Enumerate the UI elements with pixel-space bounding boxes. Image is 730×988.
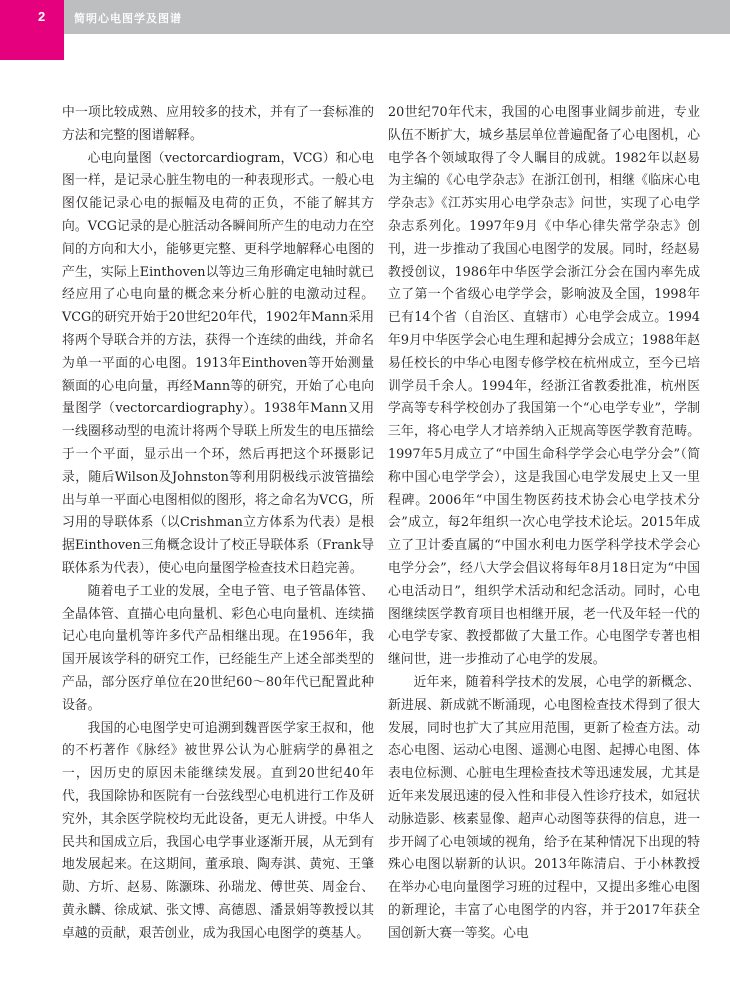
paragraph: 我国的心电图学史可追溯到魏晋医学家王叔和，他的不朽著作《脉经》被世界公认为心脏病学的鼻祖之一，因历史的原因未能继续发展。直到20世纪40年代，我国除协和医院有一台弦线型心电机进行工作及研究外，其余医学院校均无此设备，更无人讲授。中华人民共和国成立后，我国心电学事业逐渐开展，从无到有地发展起来。在这期间，董承琅、陶寿淇、黄宛、王肇勋、方圻、赵易、陈灏珠、孙瑞龙、傅世英、周金台、黄永麟、徐成斌、张文博、高德恩、潘景娟等教授以其卓越的贡献，艰苦创业，成为我国心电图学的奠基人。 xyxy=(62,720,374,941)
paragraph: 心电向量图（vectorcardiogram，VCG）和心电图一样，是记录心脏生物电的一种表现形式。一般心电图仅能记录心电的振幅及电荷的正负，不能了解其方向。VCG记录的是心脏活动各瞬间所产生的电动力在空间的方向和大小，能够更完整、更科学地解释心电图的产生，实际上Einthoven以等边三角形确定电轴时就已经应用了心电向量的概念来分析心脏的电激动过程。VCG的研究开始于20世纪20年代，1902年Mann采用将两个导联合并的方法，获得一个连续的曲线，并命名为单一平面的心电图。1913年Einthoven等开始测量额面的心电向量，再经Mann等的研究，开始了心电向量图学（vectorcardiography）。1938年Mann又用一线圈移动型的电流计将两个导联上所发生的电压描绘于一个平面，显示出一个环，然后再把这个环摄影记录，随后Wilson及Johnston等利用阴极线示波管描绘出与单一平面心电图相似的图形，将之命名为VCG，所习用的导联体系（以Crishman立方体系为代表）是根据Einthoven三角概念设计了校正导联体系（Frank导联体系为代表），使心电向量图学检查技术日趋完善。 xyxy=(62,150,374,576)
page-number: 2 xyxy=(38,9,46,24)
paragraph: 随着电子工业的发展，全电子管、电子管晶体管、全晶体管、直描心电向量机、彩色心电向量机、连续描记心电向量机等许多代产品相继出现。在1956年，我国开展该学科的研究工作，已经能生产上述全部类型的产品，部分医疗单位在20世纪60～80年代已配置此种设备。 xyxy=(62,583,374,713)
running-head-title: 简明心电图学及图谱 xyxy=(74,12,182,25)
text-column-right xyxy=(388,102,700,945)
page-number-tab xyxy=(0,0,64,60)
paragraph: 20世纪70年代末，我国的心电图事业阔步前进，专业队伍不断扩大，城乡基层单位普遍配备了心电图机，心电学各个领域取得了令人瞩目的成就。1982年以赵易为主编的《心电学杂志》在浙江创刊，相继《临床心电学杂志》《江苏实用心电学杂志》问世，实现了心电学杂志系列化。1997年9月《中华心律失常学杂志》创刊，进一步推动了我国心电图学的发展。同时，经赵易教授创议，1986年中华医学会浙江分会在国内率先成立了第一个省级心电学学会，影响波及全国，1998年已有14个省（自治区、直辖市）心电学会成立。1994年9月中华医学会心电生理和起搏分会成立；1988年赵易任校长的中华心电图专修学校在杭州成立，至今已培训学员千余人。1994年，经浙江省教委批准，杭州医学高等专科学校创办了我国第一个“心电学专业”，学制三年，将心电学人才培养纳入正规高等医学教育范畴。1997年5月成立了“中国生命科学学会心电学分会”（简称中国心电学学会），这是我国心电学发展史上又一里程碑。2006年“中国生物医药技术协会心电学技术分会”成立，每2年组织一次心电学技术论坛。2015年成立了卫计委直属的“中国水利电力医学科学技术学会心电学分会”，经八大学会倡议将每年8月18日定为“中国心电活动日”，组织学术活动和纪念活动。同时，心电图继续医学教育项目也相继开展，老一代及年轻一代的心电学专家、教授都做了大量工作。心电图学专著也相继问世，进一步推动了心电学的发展。 xyxy=(388,105,700,668)
paragraph: 近年来，随着科学技术的发展，心电学的新概念、新进展、新成就不断涌现，心电图检查技术得到了很大发展，同时也扩大了其应用范围，更新了检查方法。动态心电图、运动心电图、遥测心电图、起搏心电图、体表电位标测、心脏电生理检查技术等迅速发展，尤其是近年来发展迅速的侵入性和非侵入性诊疗技术，如冠状动脉造影、核素显像、超声心动图等获得的信息，进一步开阔了心电领域的视角，给予在某种情况下出现的特殊心电图以崭新的认识。2013年陈清启、于小林教授在举办心电向量图学习班的过程中，又提出多维心电图的新理论，丰富了心电图学的内容，并于2017年获全国创新大赛一等奖。心电 xyxy=(388,674,700,941)
paragraph: 中一项比较成熟、应用较多的技术，并有了一套标准的方法和完整的图谱解释。 xyxy=(62,105,374,143)
text-column-left xyxy=(62,102,374,945)
